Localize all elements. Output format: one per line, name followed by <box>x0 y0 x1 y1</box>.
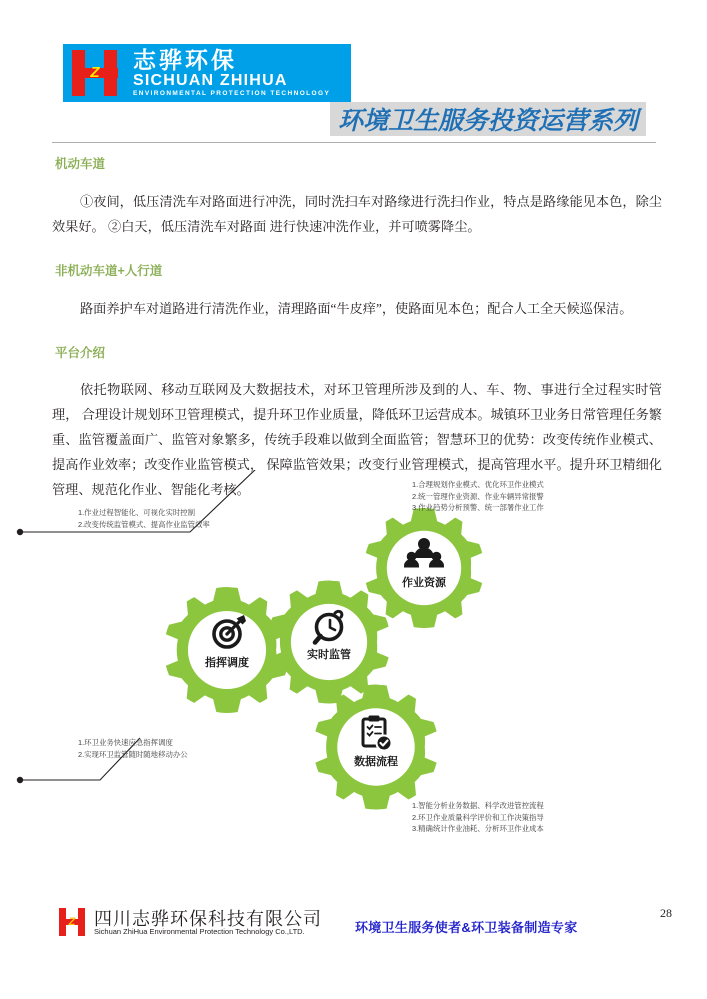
gear-label-data-flow: 数据流程 <box>354 756 398 768</box>
footer-tagline: 环境卫生服务使者&环卫装备制造专家 <box>355 920 578 935</box>
section-paragraph-platform-intro: 依托物联网、移动互联网及大数据技术，对环卫管理所涉及到的人、车、物、事进行全过程实时管理， 合理设计规划环卫管理模式，提升环卫作业质量，降低环卫运营成本。城镇环卫业务日常管理任务繁重、监管覆盖面广、监管对象繁多，传统手段难以做到全面监管；智慧环卫的优势：改变传统作业模式、提高作业效率；改变作业监管模式， 保障监管效果；改变行业管理模式，提高管理水平。提升环卫精细化管理、规范化作业、智能化考核。 <box>52 382 662 497</box>
annotation-bottom-left <box>78 737 188 760</box>
gear-diagram-svg <box>0 470 707 870</box>
platform-gear-diagram <box>0 470 707 870</box>
footer-logo-h-mark-icon <box>58 908 88 936</box>
logo-z-bolt-icon: Z <box>90 64 100 81</box>
annotation-bottom-right <box>412 800 544 835</box>
annotation-top-right-line-3: 3.作业趋势分析预警、统一部署作业工作 <box>412 503 544 512</box>
annotation-top-left-line-2: 2.改变传统监管模式、提高作业监管效率 <box>78 519 210 529</box>
annotation-top-right <box>412 479 544 514</box>
footer-company-name-cn: 四川志骅环保科技有限公司 <box>94 909 322 929</box>
annotation-bottom-right-line-1: 1.智能分析业务数据、科学改进管控流程 <box>412 801 544 810</box>
logo-tagline-en: ENVIRONMENTAL PROTECTION TECHNOLOGY <box>133 89 331 97</box>
page-number: 28 <box>660 906 672 920</box>
section-heading-nonmotor-lane: 非机动车道+人行道 <box>55 264 163 278</box>
annotation-top-left-line-1: 1.作业过程智能化、可视化实时控制 <box>78 508 196 517</box>
annotation-bottom-left-line-2: 2.实现环卫监管随时随地移动办公 <box>78 749 188 759</box>
page-footer <box>0 890 707 999</box>
section-heading-platform-intro: 平台介绍 <box>55 346 106 360</box>
company-logo <box>63 44 351 102</box>
logo-name-en: SICHUAN ZHIHUA <box>133 71 288 89</box>
section-heading-motor-lane: 机动车道 <box>55 157 106 171</box>
gear-label-work-resources: 作业资源 <box>402 577 446 589</box>
section-paragraph-motor-lane: ①夜间，低压清洗车对路面进行冲洗，同时洗扫车对路缘进行洗扫作业，特点是路缘能见本色，除尘效果好。 ②白天，低压清洗车对路面 进行快速冲洗作业，并可喷雾降尘。 <box>52 194 662 234</box>
logo-text-block <box>127 44 351 102</box>
page-header <box>0 0 707 146</box>
annotation-bottom-left-line-1: 1.环卫业务快速应急指挥调度 <box>78 738 173 747</box>
logo-name-cn: 志骅环保 <box>133 46 237 73</box>
document-body <box>0 146 707 502</box>
logo-h-mark-icon <box>63 44 127 102</box>
annotation-bottom-right-line-2: 2.环卫作业质量科学评价和工作决策指导 <box>412 812 544 822</box>
gear-label-realtime-supervision: 实时监管 <box>307 649 351 661</box>
gear-work-resources[interactable] <box>366 508 482 628</box>
footer-company-name-en: Sichuan ZhiHua Environmental Protection Technology Co.,LTD. <box>94 927 305 936</box>
footer-logo-z-bolt-icon: Z <box>68 916 76 928</box>
gear-label-command-dispatch: 指挥调度 <box>205 657 249 669</box>
header-title-band <box>330 102 646 136</box>
annotation-bottom-right-line-3: 3.精确统计作业油耗、分析环卫作业成本 <box>412 824 544 833</box>
page-title: 环境卫生服务投资运营系列 <box>338 107 639 135</box>
annotation-top-right-line-1: 1.合理规划作业模式、优化环卫作业模式 <box>412 480 544 489</box>
annotation-top-left <box>78 507 210 530</box>
annotation-top-right-line-2: 2.统一管理作业资源、作业车辆异常报警 <box>412 491 544 501</box>
header-divider <box>52 142 656 143</box>
section-paragraph-nonmotor-lane: 路面养护车对道路进行清洗作业，清理路面“牛皮痒”，使路面见本色；配合人工全天候巡保洁。 <box>80 301 633 316</box>
gear-command-dispatch[interactable] <box>166 587 288 713</box>
